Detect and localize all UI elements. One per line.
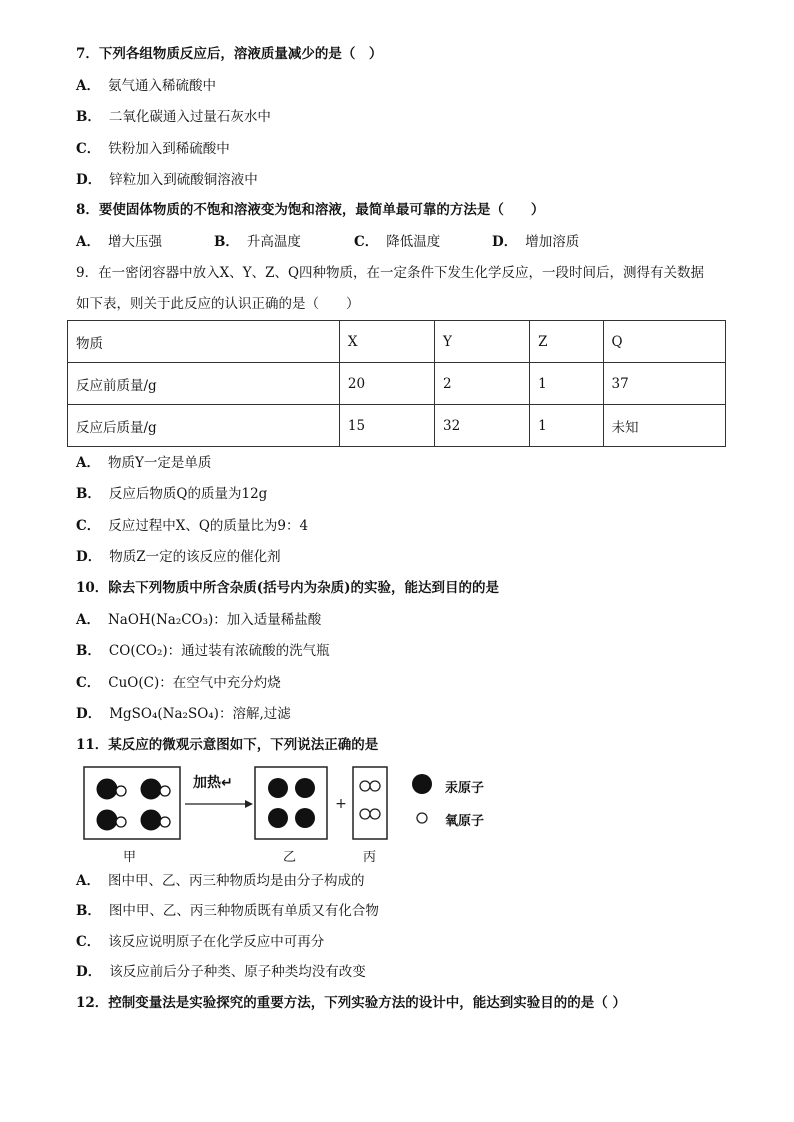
legend-mercury-label: 汞原子 — [445, 781, 485, 796]
reaction-micro-diagram — [83, 764, 503, 864]
q10-stem: 10．除去下列物质中所含杂质(括号内为杂质)的实验，能达到目的的是 — [76, 580, 500, 596]
q7-option-b: B． 二氧化碳通入过量石灰水中 — [76, 109, 271, 125]
q10-option-b: B． CO(CO₂)：通过装有浓硫酸的洗气瓶 — [76, 643, 330, 659]
mercury-atom — [141, 779, 161, 799]
plus-sign: + — [335, 796, 347, 812]
q11-option-c: C． 该反应说明原子在化学反应中可再分 — [76, 934, 325, 950]
oxygen-atom — [360, 781, 370, 791]
mercury-atom — [295, 808, 315, 828]
q8-stem: 8．要使固体物质的不饱和溶液变为饱和溶液，最简单最可靠的方法是（ ） — [76, 202, 545, 218]
q9-data-table — [67, 320, 726, 447]
q8-option-c: C． 降低温度 — [354, 234, 441, 250]
oxygen-atom — [116, 817, 126, 827]
q9-stem-line1: 9．在一密闭容器中放入X、Y、Z、Q四种物质，在一定条件下发生化学反应，一段时间后，测得有关数据 — [76, 265, 705, 281]
label-bing: 丙 — [363, 850, 377, 865]
oxygen-atom — [160, 817, 170, 827]
q7-stem: 7．下列各组物质反应后，溶液质量减少的是（ ） — [76, 46, 383, 62]
q11-option-b: B． 图中甲、乙、丙三种物质既有单质又有化合物 — [76, 903, 379, 919]
table-row: 反应前质量/g 20 2 1 37 — [68, 363, 726, 405]
q8-option-d: D． 增加溶质 — [492, 234, 580, 250]
mercury-atom — [97, 810, 117, 830]
arrow-head — [245, 800, 253, 808]
q9-stem-line2: 如下表，则关于此反应的认识正确的是（ ） — [76, 296, 360, 312]
legend-oxygen-label: 氧原子 — [445, 814, 485, 829]
q7-option-a: A． 氨气通入稀硫酸中 — [76, 78, 216, 94]
oxygen-atom — [360, 809, 370, 819]
q9-option-c: C． 反应过程中X、Q的质量比为9：4 — [76, 518, 309, 534]
q9-option-b: B． 反应后物质Q的质量为12g — [76, 486, 268, 502]
q8-option-b: B． 升高温度 — [214, 234, 301, 250]
q9-option-d: D． 物质Z一定的该反应的催化剂 — [76, 549, 281, 565]
q7-option-c: C． 铁粉加入到稀硫酸中 — [76, 141, 230, 157]
q10-option-d: D． MgSO₄(Na₂SO₄)：溶解,过滤 — [76, 706, 291, 722]
oxygen-atom — [370, 781, 380, 791]
arrow-label: 加热↵ — [193, 775, 233, 791]
oxygen-atom — [160, 786, 170, 796]
oxygen-atom — [370, 809, 380, 819]
legend-oxygen-icon — [417, 813, 427, 823]
mercury-atom — [97, 779, 117, 799]
table-row: 物质 X Y Z Q — [68, 321, 726, 363]
q10-option-c: C． CuO(C)：在空气中充分灼烧 — [76, 675, 281, 691]
mercury-atom — [268, 808, 288, 828]
mercury-atoms — [268, 778, 315, 828]
box-yi — [255, 767, 327, 839]
oxygen-atom — [116, 786, 126, 796]
mercury-atom — [295, 778, 315, 798]
q12-stem: 12．控制变量法是实验探究的重要方法，下列实验方法的设计中，能达到实验目的的是（ ） — [76, 995, 626, 1011]
box-bing — [353, 767, 387, 839]
mercury-atom — [268, 778, 288, 798]
table-row: 反应后质量/g 15 32 1 未知 — [68, 405, 726, 447]
oxygen-molecules — [360, 781, 380, 819]
q7-option-d: D． 锌粒加入到硫酸铜溶液中 — [76, 172, 258, 188]
mercury-atom — [141, 810, 161, 830]
q10-option-a: A． NaOH(Na₂CO₃)：加入适量稀盐酸 — [76, 612, 322, 628]
q11-option-a: A． 图中甲、乙、丙三种物质均是由分子构成的 — [76, 873, 365, 889]
q9-option-a: A． 物质Y一定是单质 — [76, 455, 212, 471]
legend-mercury-icon — [412, 774, 432, 794]
hgo-molecules — [97, 779, 170, 830]
box-jia — [84, 767, 180, 839]
label-jia: 甲 — [123, 850, 137, 865]
q11-option-d: D． 该反应前后分子种类、原子种类均没有改变 — [76, 964, 366, 980]
q8-option-a: A． 增大压强 — [76, 234, 162, 250]
q11-stem: 11．某反应的微观示意图如下，下列说法正确的是 — [76, 737, 379, 753]
label-yi: 乙 — [283, 850, 297, 865]
